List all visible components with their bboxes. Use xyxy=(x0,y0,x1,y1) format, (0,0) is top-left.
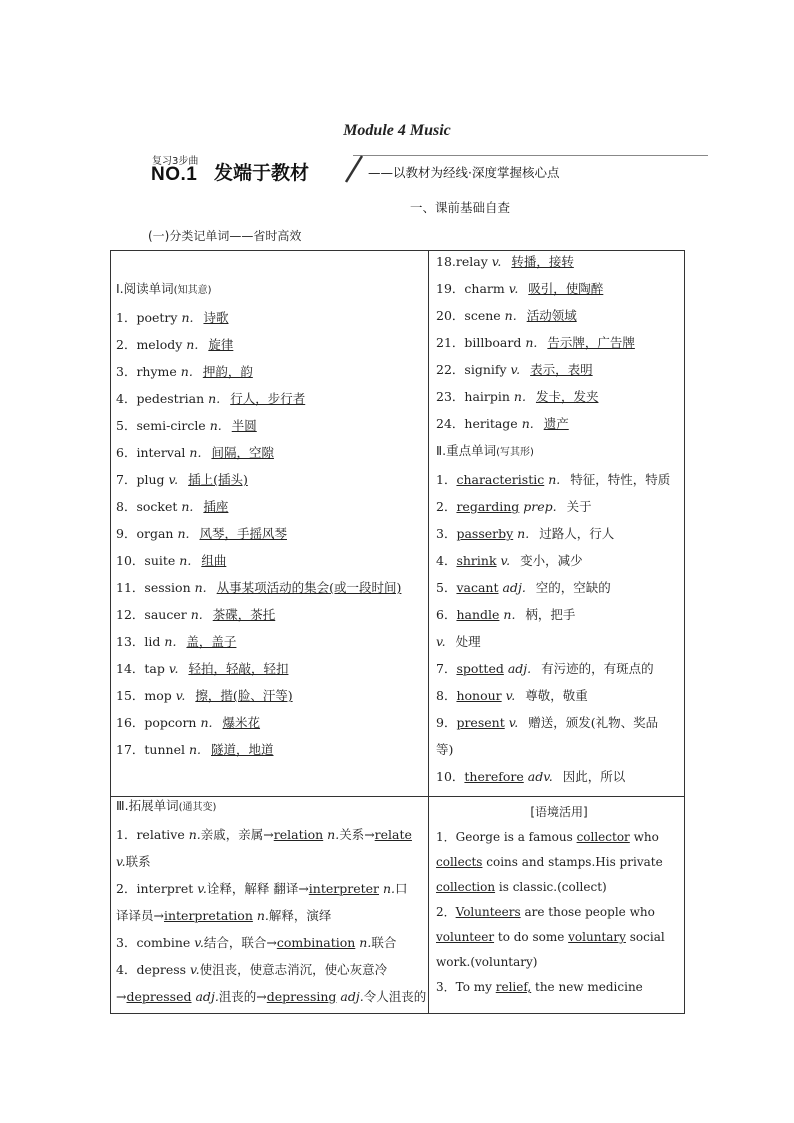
list-item: 10．suite n. 组曲 xyxy=(116,553,227,568)
list-item: 5．semi-circle n. 半圆 xyxy=(116,418,257,433)
list-item: 6．handle n. 柄，把手 xyxy=(436,607,576,622)
list-item: v.联系 xyxy=(116,854,151,869)
list-item: 10．therefore adv. 因此，所以 xyxy=(436,769,626,784)
list-item: →depressed adj.沮丧的→depressing adj.令人沮丧的 xyxy=(116,989,427,1004)
key-words-cell xyxy=(436,248,682,790)
sentence-1: 1．George is a famous collector who xyxy=(436,830,659,844)
part4-header: [语境活用] xyxy=(530,805,588,819)
sentence-1-line-2: collects coins and stamps.His private xyxy=(436,855,663,869)
list-item: 3．passerby n. 过路人，行人 xyxy=(436,526,615,541)
list-item: 21．billboard n. 告示牌，广告牌 xyxy=(436,335,635,350)
part2-list xyxy=(436,466,682,628)
list-item: 3．rhyme n. 押韵，韵 xyxy=(116,364,253,379)
banner-heading: 发端于教材 xyxy=(214,162,310,184)
part1-header: Ⅰ.阅读单词(知其意) xyxy=(116,281,212,296)
banner-subtitle: ——以教材为经线·深度掌握核心点 xyxy=(368,165,560,180)
list-item: 3．combine v.结合，联合→combination n.联合 xyxy=(116,935,397,950)
list-item: 1．poetry n. 诗歌 xyxy=(116,310,229,325)
page-title: Module 4 Music xyxy=(343,122,451,139)
list-item: 12．saucer n. 茶碟，茶托 xyxy=(116,607,276,622)
banner-small-label: 复习3步曲 xyxy=(152,156,199,167)
part3-lines xyxy=(116,821,427,1010)
sentence-2-line-2: volunteer to do some voluntary social xyxy=(436,930,665,944)
part2-header: Ⅱ.重点单词(写其形) xyxy=(436,443,534,458)
list-item: 5．vacant adj. 空的，空缺的 xyxy=(436,580,611,595)
list-item: 1．characteristic n. 特征，特性，特质 xyxy=(436,472,671,487)
list-item: 17．tunnel n. 隧道，地道 xyxy=(116,742,274,757)
context-usage-cell xyxy=(436,800,682,1000)
list-item: 2．regarding prep. 关于 xyxy=(436,499,592,514)
list-item: v. 处理 xyxy=(436,634,481,649)
list-item: 2．interpret v.诠释，解释 翻译→interpreter n.口 xyxy=(116,881,408,896)
list-item: 13．lid n. 盖，盖子 xyxy=(116,634,237,649)
part2-list-2 xyxy=(436,655,682,709)
subsection-title: (一)分类记单词——省时高效 xyxy=(148,229,302,243)
list-item: 1．relative n.亲戚，亲属→relation n.关系→relate xyxy=(116,827,412,842)
extended-words-cell xyxy=(116,792,427,1010)
list-item: 23．hairpin n. 发卡，发夹 xyxy=(436,389,599,404)
section-title: 一、课前基础自查 xyxy=(410,200,511,215)
list-item: 2．melody n. 旋律 xyxy=(116,337,234,352)
sentence-2: 2．Volunteers are those people who xyxy=(436,905,655,919)
banner-rule xyxy=(353,155,708,156)
list-item: 4．shrink v. 变小，减少 xyxy=(436,553,583,568)
list-item: 9．present v. 赠送，颁发(礼物、奖品 xyxy=(436,715,659,730)
sentence-1-line-3: collection is classic.(collect) xyxy=(436,880,607,894)
list-item: 4．depress v.使沮丧，使意志消沉，使心灰意冷 xyxy=(116,962,388,977)
list-item-continued: 等) xyxy=(436,742,454,757)
list-item: 9．organ n. 风琴，手摇风琴 xyxy=(116,526,287,541)
list-item: 8．honour v. 尊敬，敬重 xyxy=(436,688,588,703)
banner-number: NO.1 xyxy=(151,164,198,185)
list-item: 20．scene n. 活动领域 xyxy=(436,308,577,323)
list-item: 22．signify v. 表示，表明 xyxy=(436,362,593,377)
section-banner xyxy=(148,150,708,184)
table-divider-vertical xyxy=(428,250,429,1014)
list-item: 14．tap v. 轻拍，轻敲，轻扣 xyxy=(116,661,289,676)
list-item: 4．pedestrian n. 行人，步行者 xyxy=(116,391,306,406)
list-item: 6．interval n. 间隔，空隙 xyxy=(116,445,274,460)
list-item: 16．popcorn n. 爆米花 xyxy=(116,715,261,730)
list-item: 15．mop v. 擦，揩(脸、汗等) xyxy=(116,688,293,703)
list-item: 19．charm v. 吸引，使陶醉 xyxy=(436,281,604,296)
part1-right-list xyxy=(436,248,682,437)
list-item: 8．socket n. 插座 xyxy=(116,499,229,514)
slash-divider xyxy=(340,154,366,184)
part3-header: Ⅲ.拓展单词(通其变) xyxy=(116,798,217,813)
list-item: 7．plug v. 插上(插头) xyxy=(116,472,248,487)
list-item: 7．spotted adj. 有污迹的，有斑点的 xyxy=(436,661,654,676)
list-item: 18.relay v. 转播，接转 xyxy=(436,254,574,269)
part1-list xyxy=(116,304,424,763)
list-item: 24．heritage n. 遗产 xyxy=(436,416,569,431)
sentence-2-line-3: work.(voluntary) xyxy=(436,955,538,969)
sentence-3: 3．To my relief, the new medicine xyxy=(436,980,643,994)
list-item: 译译员→interpretation n.解释，演绎 xyxy=(116,908,332,923)
list-item: 11．session n. 从事某项活动的集会(或一段时间) xyxy=(116,580,402,595)
reading-words-cell xyxy=(116,275,424,763)
